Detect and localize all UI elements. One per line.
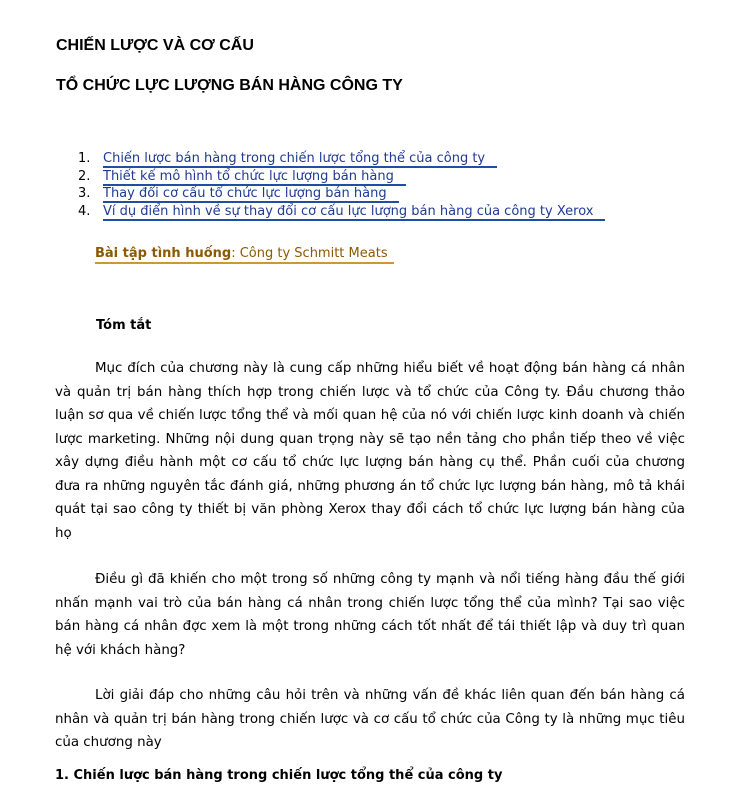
toc-item-number: 1. (78, 151, 91, 166)
toc-item-number: 4. (78, 203, 91, 219)
toc-item-number: 3. (78, 186, 91, 201)
case-study-link[interactable] (95, 245, 394, 264)
summary-paragraph-1: Mục đích của chương này là cung cấp những hiểu biết về hoạt động bán hàng cá nhân và quản trị bán hàng thích hợp trong chiến lược và tổ chức của Công ty. Đầu chương thảo luận sơ qua về chiến lược tổng thể và mối quan hệ của nó với chiến lược kinh doanh và chiến lược marketing. Những nội dung quan trọng này sẽ tạo nền tảng cho phần tiếp theo về việc xây dựng điều hành một cơ cấu tổ chức lực lượng bán hàng cụ thể. Phần cuối của chương đưa ra những nguyên tắc đánh giá, những phương án tổ chức lực lượng bán hàng, mô tả khái quát tại sao công ty thiết bị văn phòng Xerox thay đổi cách tổ chức lực lượng bán hàng của họ (55, 361, 685, 541)
section-heading: 1. Chiến lược bán hàng trong chiến lược tổng thể của công ty (55, 768, 503, 783)
case-study-label: Bài tập tình huống (95, 246, 232, 261)
toc-link-organization-design[interactable]: Thiết kế mô hình tổ chức lực lượng bán hàng (103, 169, 406, 186)
summary-paragraph-3: Lời giải đáp cho những câu hỏi trên và những vấn đề khác liên quan đến bán hàng cá nhân và quản trị bán hàng trong chiến lược và cơ cấu tổ chức của Công ty là những mục tiêu của chương này (55, 688, 685, 750)
table-of-contents (78, 150, 605, 220)
case-study-value: Công ty Schmitt Meats (239, 246, 388, 261)
summary-heading: Tóm tắt (96, 318, 152, 333)
toc-item (78, 203, 605, 221)
toc-item (78, 168, 605, 186)
document-title-line-1: CHIẾN LƯỢC VÀ CƠ CẤU (56, 37, 254, 54)
case-study-separator: : (231, 246, 240, 261)
toc-link-sales-strategy[interactable]: Chiến lược bán hàng trong chiến lược tổng thể của công ty (103, 151, 497, 168)
toc-item (78, 185, 605, 203)
toc-item (78, 150, 605, 168)
toc-link-xerox-example[interactable]: Ví dụ điển hình về sự thay đổi cơ cấu lực lượng bán hàng của công ty Xerox (103, 204, 605, 221)
toc-link-structure-change[interactable]: Thay đổi cơ cấu tổ chức lực lượng bán hàng (103, 186, 399, 203)
toc-item-number: 2. (78, 168, 91, 184)
summary-paragraph-2: Điều gì đã khiến cho một trong số những công ty mạnh và nổi tiếng hàng đầu thế giới nhấn mạnh vai trò của bán hàng cá nhân trong chiến lược tổng thể của mình? Tại sao việc bán hàng cá nhân đợc xem là một trong những cách tốt nhất để tái thiết lập và duy trì quan hệ với khách hàng? (55, 572, 685, 658)
document-title-line-2: TỔ CHỨC LỰC LƯỢNG BÁN HÀNG CÔNG TY (56, 77, 403, 94)
